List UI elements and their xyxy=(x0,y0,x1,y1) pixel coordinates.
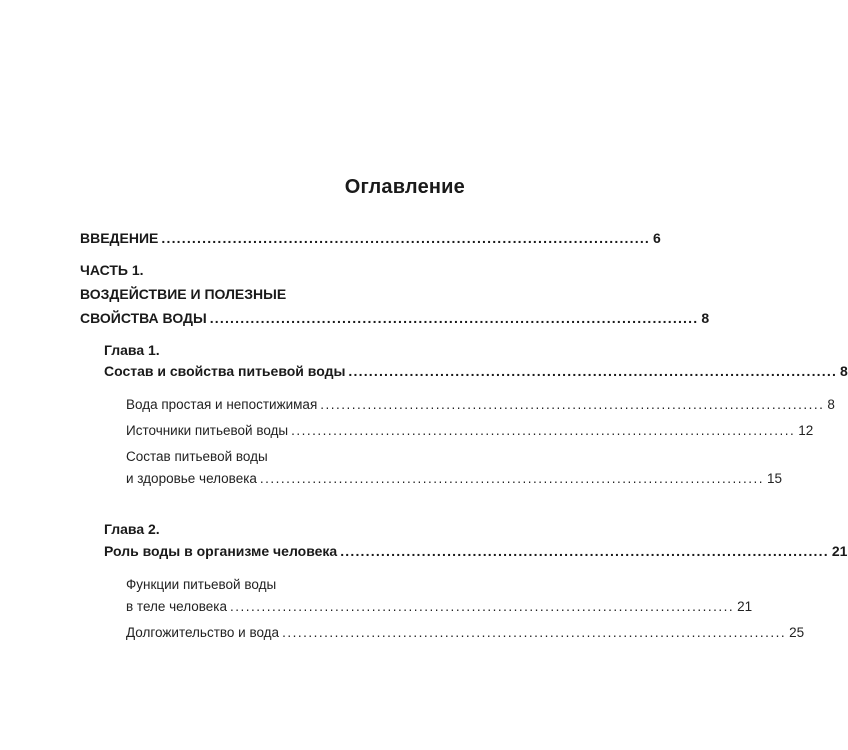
toc-entry-intro[interactable] xyxy=(80,229,661,247)
dot-leader: ................................................................................................ xyxy=(282,625,787,640)
toc-entry-label-line1: Состав питьевой воды xyxy=(126,449,268,464)
toc-entry-label: и здоровье человека xyxy=(126,471,257,486)
toc-page-number: 8 xyxy=(840,363,848,379)
toc-page-number: 8 xyxy=(701,310,710,326)
toc-entry-label: Состав и свойства питьевой воды xyxy=(104,363,346,379)
dot-leader: ................................................................................................ xyxy=(340,543,829,559)
toc-page-number: 25 xyxy=(789,625,805,640)
toc-page-number: 12 xyxy=(798,423,814,438)
part-title-line1: ВОЗДЕЙСТВИЕ И ПОЛЕЗНЫЕ xyxy=(80,286,287,302)
toc-entry-chapter2[interactable] xyxy=(104,542,848,560)
dot-leader: ................................................................................................ xyxy=(291,423,796,438)
toc-entry-label-line1: Функции питьевой воды xyxy=(126,577,277,592)
dot-leader: ................................................................................................ xyxy=(209,310,699,326)
toc-entry-label: в теле человека xyxy=(126,599,228,614)
part-number: ЧАСТЬ 1. xyxy=(80,262,144,278)
toc-entry-label: ВВЕДЕНИЕ xyxy=(80,230,159,246)
toc-page-number: 8 xyxy=(827,397,835,412)
toc-entry-section[interactable] xyxy=(126,422,814,440)
toc-page-number: 15 xyxy=(767,471,783,486)
toc-entry-section[interactable] xyxy=(126,598,753,616)
dot-leader: ................................................................................................ xyxy=(320,397,825,412)
dot-leader: ................................................................................................ xyxy=(230,599,735,614)
toc-entry-section[interactable] xyxy=(126,624,805,642)
toc-title: Оглавление xyxy=(344,176,465,198)
dot-leader: ................................................................................................ xyxy=(161,230,650,246)
toc-entry-section[interactable] xyxy=(126,396,835,414)
toc-entry-chapter1[interactable] xyxy=(104,362,848,380)
toc-entry-label: Роль воды в организме человека xyxy=(104,543,338,559)
toc-entry-part1[interactable] xyxy=(80,309,710,327)
toc-entry-label: СВОЙСТВА ВОДЫ xyxy=(80,310,207,326)
chapter-number: Глава 2. xyxy=(104,521,160,537)
toc-page-number: 21 xyxy=(737,599,753,614)
toc-entry-label: Вода простая и непостижимая xyxy=(126,397,318,412)
toc-page-number: 6 xyxy=(653,230,661,246)
toc-entry-section[interactable] xyxy=(126,470,783,488)
toc-entry-label: Долгожительство и вода xyxy=(126,625,280,640)
toc-page-number: 21 xyxy=(831,543,848,559)
dot-leader: ................................................................................................ xyxy=(348,363,838,379)
dot-leader: ................................................................................................ xyxy=(259,471,764,486)
toc-entry-label: Источники питьевой воды xyxy=(126,423,289,438)
chapter-number: Глава 1. xyxy=(104,342,160,358)
